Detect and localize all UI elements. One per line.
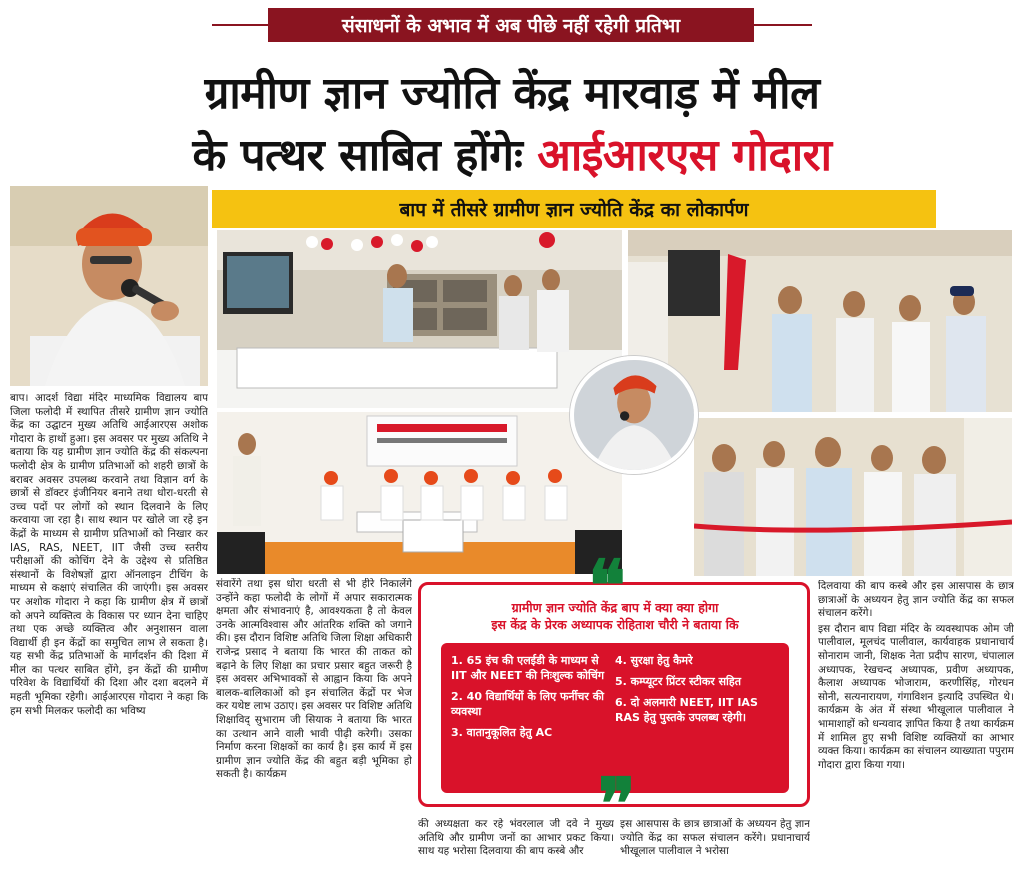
- quote-open-icon: ❝: [588, 544, 626, 627]
- article-column-2: [216, 578, 412, 882]
- photo-stage-guests: [217, 412, 622, 574]
- headline-line2-black: के पत्थर साबित होंगेः: [192, 130, 523, 181]
- column-2-paragraph: संवारेंगे तथा इस धोरा धरती से भी हीरे निकालेंगे उन्होंने कहा फलोदी के लोगों में अपार सकारात्मक क्षमता और संभावनाएं है, आवश्यकता है तो केवल उनके आत्मविश्वास और आंतरिक शक्ति को जगाने की। इस दौरान विशिष्ट अतिथि जिला शिक्षा अधिकारी राजेन्द्र प्रसाद ने बताया कि भारत की ताकत को बढ़ाने के लिए शिक्षा का प्रचार प्रसार बहुत जरूरी है इस अवसर अभिभावकों से आह्वान किया कि अपने बालक-बालिकाओं को इन संचालित केंद्रों पर भेज कर यथेष्ट लाभ उठाए। इस अवसर पर विशिष्ट अतिथि शिक्षाविद् सुभाराम जी सियाक ने बताया कि भारत का उत्थान आने वाली भावी पीढ़ी करेगी। उसका निर्माण करना शिक्षकों का कार्य है। इस कार्य में इस ग्रामीण ज्ञान ज्योति केंद्र की बहुत बड़ी भूमिका हो सकती है। कार्यक्रम: [216, 578, 412, 781]
- photo-inset-speaker: [570, 356, 698, 474]
- highlight-box-title-line2: इस केंद्र के प्रेरक अध्यापक रोहिताश चौरी ने बताया कि: [491, 617, 739, 632]
- article-column-3: [418, 818, 614, 882]
- photo-classroom-inauguration: [217, 230, 622, 408]
- headline-line2: [0, 124, 1024, 188]
- photo-ribbon-cutting: [694, 418, 1012, 576]
- headline-line1: ग्रामीण ज्ञान ज्योति केंद्र मारवाड़ में मील: [204, 68, 820, 119]
- kicker-rule-left: [212, 24, 268, 26]
- list-item: 6. दो अलमारी NEET, IIT IAS RAS हेतु पुस्तके उपलब्ध रहेगी।: [615, 696, 758, 724]
- highlight-box-title-line1: ग्रामीण ज्ञान ज्योति केंद्र बाप में क्या क्या होगा: [511, 600, 719, 615]
- kicker-rule-right: [754, 24, 812, 26]
- highlight-box-list-left: [451, 653, 615, 783]
- list-item: 4. सुरक्षा हेतु कैमरे: [615, 654, 693, 667]
- list-item: 3. वातानुकूलित हेतु AC: [451, 726, 553, 739]
- column-5-paragraph-2: इस दौरान बाप विद्या मंदिर के व्यवस्थापक ओम जी पालीवाल, मूलचंद पालीवाल, कार्यवाहक प्रधानाचार्य सोनाराम जानी, शिक्षक नेता प्रदीप सारण, चंपालाल अध्यापक, रेखचन्द अध्यापक, प्रवीण अध्यापक, कैलाश अध्यापक भोजाराम, करणीसिंह, गोरधन सोनी, सत्यनारायण, गंगाविशन इत्यादि उपस्थित थे। कार्यक्रम के अंत में संस्था भीखूलाल पालीवाल ने भामाशाहों को धन्यवाद ज्ञापित किया है तथा कार्यक्रम में शामिल हुए सभी विशिष्ट व्यक्तियों का आभार व्यक्त किया। कार्यक्रम का संचालन व्याख्याता पपुराम गोदारा द्वारा किया गया।: [818, 622, 1014, 771]
- photo-speaker-portrait: [10, 186, 208, 386]
- article-column-5: [818, 580, 1014, 882]
- list-item: 5. कम्प्यूटर प्रिंटर स्टीकर सहित: [615, 675, 742, 688]
- column-1-paragraph: बाप। आदर्श विद्या मंदिर माध्यमिक विद्यालय बाप जिला फलोदी में स्थापित तीसरे ग्रामीण ज्ञान ज्योति केंद्र का उद्घाटन मुख्य अतिथि आईआरएस अशोक गोदारा के हाथों हुआ। इस अवसर पर मुख्य अतिथि ने बताया कि यह ग्रामीण ज्ञान ज्योति केंद्र की संकल्पना फलोदी क्षेत्र के ग्रामीण प्रतिभाओं को शहरी छात्रों के बराबर अवसर उपलब्ध करवाने तथा विज्ञान वर्ग के छात्रों से डॉक्टर इंजीनियर बनाने तथा धोरा-धरती से उच्च पदों पर लोगों को स्थान दिलवाने के लिए करवाया जा रहा है। साथ स्थान पर खोले जा रहे इन केंद्रों के माध्यम से ग्रामीण प्रतिभाओं को निखार कर IAS, RAS, NEET, IIT जैसी उच्च स्तरीय परीक्षाओं की कोचिंग देने के उद्देश्य से प्रतिष्ठित संस्थानों के विशेषज्ञों द्वारा ऑनलाइन टीचिंग के माध्यम से कक्षाएं संचालित की जाएंगी। इस अवसर पर अशोक गोदारा ने कहा कि ग्रामीण क्षेत्र में छात्रों को अपने व्यक्तित्व के विकास पर ध्यान देना चाहिए तथा एक अच्छे व्यक्तित्व और अनुशासन वाला विद्यार्थी ही इन केंद्रों का समुचित लाभ ले सकता है। यह सभी केंद्र प्रतिभाओं के मार्गदर्शन की दिशा में मील का पत्थर साबित होंगे, इन केंद्रों की ग्रामीण परिवेश के विद्यार्थियों की दिशा और दशा बदलने में महती भूमिका रहेगी। आईआरएस गोदारा ने कहा कि हम सभी मिलकर फलोदी का भविष्य: [10, 392, 208, 717]
- quote-close-icon: ❞: [598, 762, 636, 845]
- article-column-4: [620, 818, 810, 882]
- subhead-banner: बाप में तीसरे ग्रामीण ज्ञान ज्योति केंद्र का लोकार्पण: [212, 190, 936, 228]
- headline-line2-red: आईआरएस गोदारा: [537, 130, 832, 181]
- kicker-banner: संसाधनों के अभाव में अब पीछे नहीं रहेगी प्रतिभा: [268, 8, 754, 42]
- list-item: 1. 65 इंच की एलईडी के माध्यम से IIT और NEET की निःशुल्क कोचिंग: [451, 654, 605, 682]
- highlight-box-list-right: [615, 653, 779, 783]
- column-3-paragraph: की अध्यक्षता कर रहे भंवरलाल जी दवे ने मुख्य अतिथि और ग्रामीण जनों का आभार प्रकट किया। साथ यह भरोसा दिलवाया की बाप कस्बे और: [418, 818, 614, 858]
- column-4-paragraph: इस आसपास के छात्र छात्राओं के अध्ययन हेतु ज्ञान ज्योति केंद्र का सफल संचालन करेंगे। प्रधानाचार्य भीखूलाल पालीवाल ने भरोसा: [620, 818, 810, 858]
- article-column-1: [10, 392, 208, 882]
- column-5-paragraph-1: दिलवाया की बाप कस्बे और इस आसपास के छात्र छात्राओं के अध्ययन हेतु ज्ञान ज्योति केंद्र का सफल संचालन करेंगे।: [818, 580, 1014, 620]
- list-item: 2. 40 विद्यार्थियों के लिए फर्नीचर की व्यवस्था: [451, 690, 605, 718]
